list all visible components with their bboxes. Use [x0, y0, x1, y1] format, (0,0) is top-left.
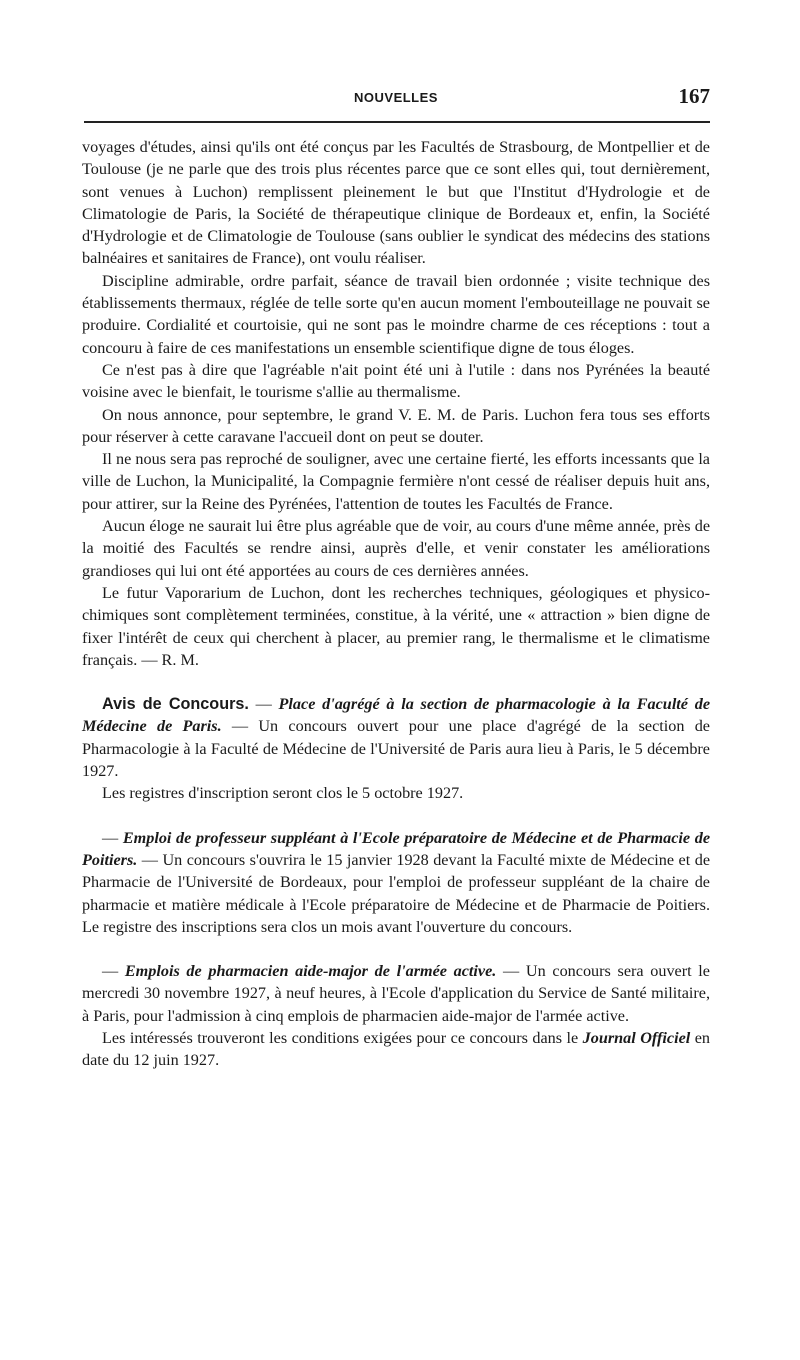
concours-item-2: [82, 827, 710, 938]
header-rule: [84, 121, 710, 123]
item-text: — Un concours sera ouvert le mercredi 30 novembre 1927, à neuf heures, à l'Ecole d'application du Service de Santé militaire, à Paris, pour l'admission à cinq emplois de pharmacien aide-major de l'armée active.: [82, 962, 710, 1025]
paragraph: Ce n'est pas à dire que l'agréable n'ait point été uni à l'utile : dans nos Pyrénées la beauté voisine avec le bienfait, le tourisme s'allie au thermalisme.: [82, 360, 710, 402]
section-heading: Avis de Concours.: [102, 695, 249, 714]
note-text: en date du 12 juin 1927.: [82, 1028, 711, 1070]
paragraph: Aucun éloge ne saurait lui être plus agréable que de voir, au cours d'une même année, près de la moitié des Facultés se rendre ainsi, auprès d'elle, et venir constater les améliorations grandioses qui lui ont été apportées au cours de ces dernières années.: [82, 517, 710, 580]
item-note: Les registres d'inscription seront clos le 5 octobre 1927.: [102, 784, 464, 803]
journal-title: Journal Officiel: [582, 1028, 691, 1047]
page-header: [82, 80, 710, 110]
paragraph: Il ne nous sera pas reproché de souligner, avec une certaine fierté, les efforts incessants que la ville de Luchon, la Municipalité, la Compagnie fermière n'ont cessé de réaliser depuis huit ans, pour attirer, sur la Reine des Pyrénées, l'attention de toutes les Facultés de France.: [82, 450, 710, 513]
article-body: [82, 136, 710, 1072]
page-number: 167: [678, 84, 710, 108]
note-text: Les intéressés trouveront les conditions exigées pour ce concours dans le: [102, 1028, 583, 1047]
item-title: Emploi de professeur suppléant à l'Ecole préparatoire de Médecine et de Pharmacie de Poitiers.: [82, 828, 711, 869]
concours-item-1: [82, 693, 710, 782]
item-lead-dash: —: [102, 828, 123, 847]
item-text: — Un concours s'ouvrira le 15 janvier 1928 devant la Faculté mixte de Médecine et de Pharmacie de l'Université de Bordeaux, pour l'emploi de professeur suppléant de la chaire de pharmacie et matière médicale à l'Ecole préparatoire de Médecine et de Pharmacie de Poitiers. Le registre des inscriptions sera clos un mois avant l'ouverture du concours.: [82, 850, 710, 936]
item-title: Place d'agrégé à la section de pharmacologie à la Faculté de Médecine de Paris.: [82, 695, 711, 736]
paragraph: Le futur Vaporarium de Luchon, dont les recherches techniques, géologiques et physico-chimiques sont complètement terminées, constitue, à la vérité, une « attraction » bien digne de fixer l'intérêt de ceux qui cherchent à placer, au premier rang, le thermalisme et le climatisme français. — R. M.: [82, 583, 710, 669]
concours-item-3: [82, 960, 710, 1027]
document-page: [82, 80, 711, 1070]
running-title: NOUVELLES: [354, 90, 438, 105]
item-lead-dash: —: [102, 962, 125, 981]
paragraph: Discipline admirable, ordre parfait, séance de travail bien ordonnée ; visite technique des établissements thermaux, réglée de telle sorte qu'en aucun moment l'embouteillage ne pouvait se produire. Cordialité et courtoisie, qui ne sont pas le moindre charme de ces réceptions : tout a concouru à faire de ces manifestations un ensemble scientifique digne de tous éloges.: [82, 271, 710, 357]
paragraph-continuation: voyages d'études, ainsi qu'ils ont été conçus par les Facultés de Strasbourg, de Montpellier et de Toulouse (je ne parle que des trois plus récentes parce que ce sont elles qui, tout dernièrement, sont venues à Luchon) remplissent pleinement le but que l'Institut d'Hydrologie et de Climatologie de Paris, la Société de thérapeutique clinique de Bordeaux et, enfin, la Société d'Hydrologie et de Climatologie de Toulouse (sans oublier le syndicat des médecins des stations balnéaires et sanitaires de France), ont voulu réaliser.: [82, 138, 710, 268]
item-text: — Un concours ouvert pour une place d'agrégé de la section de Pharmacologie à la Faculté de Médecine de l'Université de Paris aura lieu à Paris, le 5 décembre 1927.: [82, 717, 710, 781]
paragraph: On nous annonce, pour septembre, le grand V. E. M. de Paris. Luchon fera tous ses efforts pour réserver à cette caravane l'accueil dont on peut se douter.: [82, 405, 710, 446]
heading-dash: —: [248, 695, 279, 714]
item-note: [82, 1027, 710, 1072]
item-title: Emplois de pharmacien aide-major de l'armée active.: [124, 962, 497, 981]
